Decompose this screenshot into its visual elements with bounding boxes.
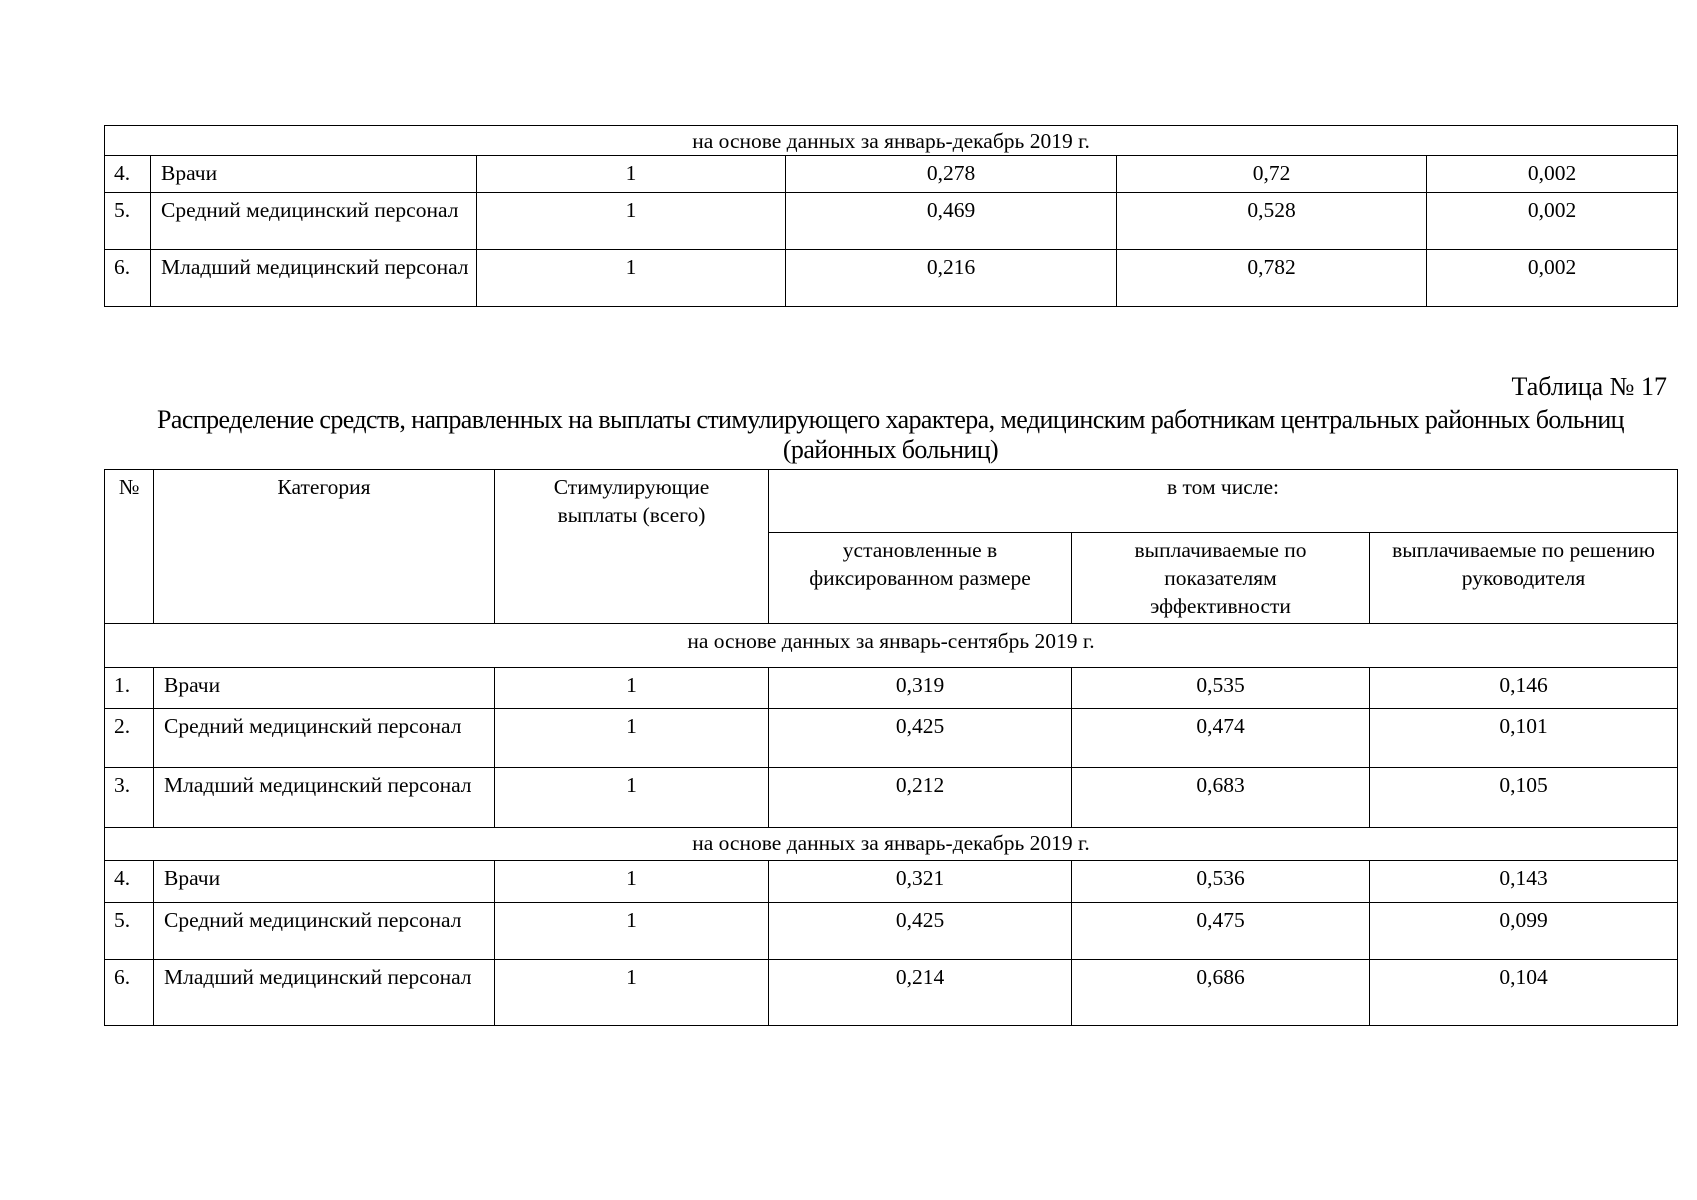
row-number: 5. [105,903,154,960]
section-label: на основе данных за январь-сентябрь 2019 г. [105,624,1678,668]
row-total: 1 [495,768,769,828]
section-row [105,624,1678,668]
table-row [105,193,1678,250]
table-row [105,861,1678,903]
row-category: Средний медицинский персонал [154,903,495,960]
row-category: Врачи [154,861,495,903]
table-17 [104,469,1678,1026]
row-efficiency: 0,536 [1072,861,1370,903]
row-fixed: 0,469 [786,193,1117,250]
row-number: 5. [105,193,151,250]
row-manager: 0,002 [1427,250,1678,307]
row-fixed: 0,278 [786,156,1117,193]
row-category: Младший медицинский персонал [154,960,495,1026]
row-total: 1 [495,668,769,709]
row-total: 1 [495,903,769,960]
table-row [105,960,1678,1026]
header-efficiency: выплачиваемые по показателям эффективности [1072,533,1370,624]
header-number: № [105,470,154,624]
row-number: 3. [105,768,154,828]
row-category: Младший медицинский персонал [151,250,477,307]
row-total: 1 [477,193,786,250]
continued-table [104,125,1678,307]
header-row [105,470,1678,533]
row-fixed: 0,216 [786,250,1117,307]
row-manager: 0,146 [1370,668,1678,709]
table-row [105,903,1678,960]
row-number: 1. [105,668,154,709]
header-including: в том числе: [769,470,1678,533]
section-row [105,126,1678,156]
row-category: Младший медицинский персонал [154,768,495,828]
row-efficiency: 0,475 [1072,903,1370,960]
row-number: 4. [105,156,151,193]
row-manager: 0,101 [1370,709,1678,768]
row-efficiency: 0,782 [1117,250,1427,307]
row-total: 1 [495,960,769,1026]
table-row [105,709,1678,768]
table-number: Таблица № 17 [1511,372,1667,401]
row-manager: 0,099 [1370,903,1678,960]
row-category: Врачи [151,156,477,193]
row-efficiency: 0,683 [1072,768,1370,828]
row-fixed: 0,425 [769,709,1072,768]
row-total: 1 [477,250,786,307]
row-manager: 0,143 [1370,861,1678,903]
row-number: 2. [105,709,154,768]
row-efficiency: 0,535 [1072,668,1370,709]
row-fixed: 0,425 [769,903,1072,960]
section-label: на основе данных за январь-декабрь 2019 г. [105,828,1678,861]
row-efficiency: 0,474 [1072,709,1370,768]
section-label: на основе данных за январь-декабрь 2019 г. [105,126,1678,156]
row-fixed: 0,319 [769,668,1072,709]
row-efficiency: 0,528 [1117,193,1427,250]
row-total: 1 [477,156,786,193]
table-row [105,668,1678,709]
header-manager: выплачиваемые по решению руководителя [1370,533,1678,624]
row-manager: 0,002 [1427,193,1678,250]
header-category: Категория [154,470,495,624]
row-total: 1 [495,861,769,903]
row-efficiency: 0,72 [1117,156,1427,193]
row-fixed: 0,212 [769,768,1072,828]
row-number: 6. [105,250,151,307]
row-fixed: 0,321 [769,861,1072,903]
table-row [105,250,1678,307]
row-fixed: 0,214 [769,960,1072,1026]
row-manager: 0,002 [1427,156,1678,193]
row-number: 4. [105,861,154,903]
row-efficiency: 0,686 [1072,960,1370,1026]
row-manager: 0,105 [1370,768,1678,828]
row-number: 6. [105,960,154,1026]
row-category: Средний медицинский персонал [151,193,477,250]
row-category: Средний медицинский персонал [154,709,495,768]
table-row [105,156,1678,193]
row-total: 1 [495,709,769,768]
header-total: Стимулирующие выплаты (всего) [495,470,769,624]
table-row [105,768,1678,828]
row-category: Врачи [154,668,495,709]
table-caption: Распределение средств, направленных на выплаты стимулирующего характера, медицинским работникам центральных районных больниц (районных больниц) [157,405,1624,464]
section-row [105,828,1678,861]
header-fixed: установленные в фиксированном размере [769,533,1072,624]
row-manager: 0,104 [1370,960,1678,1026]
